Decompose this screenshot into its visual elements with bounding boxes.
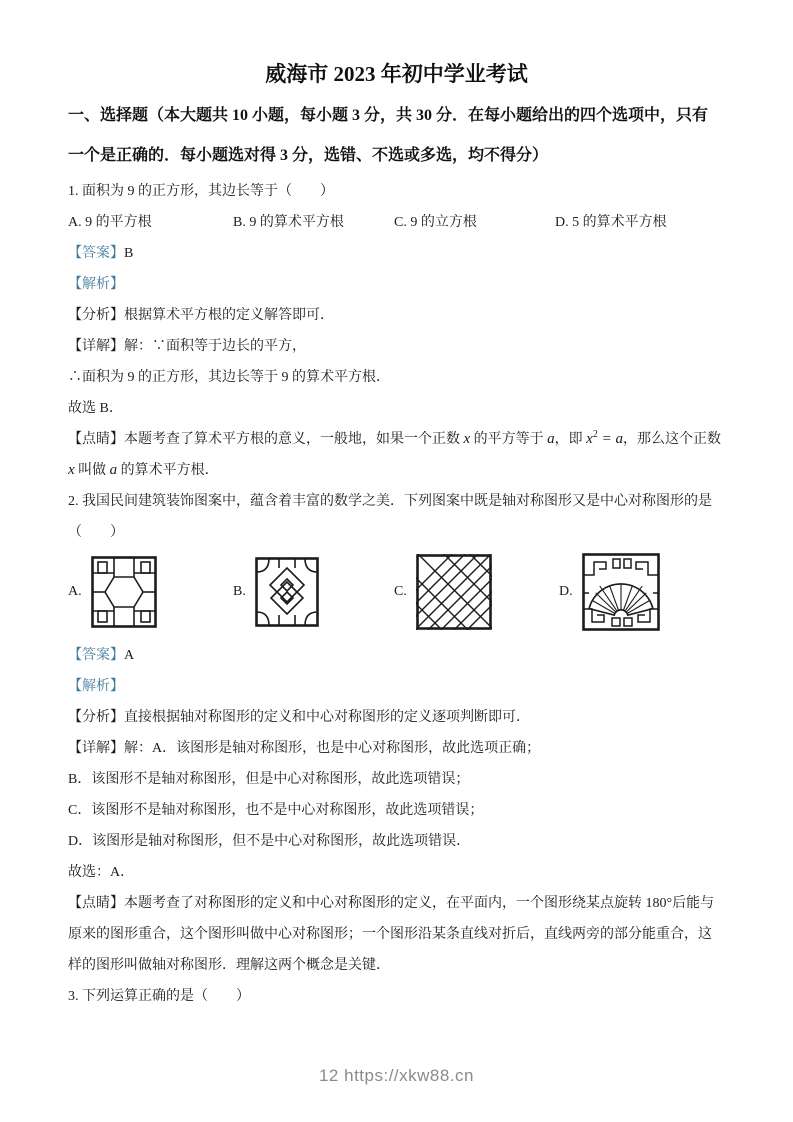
- jiexi-label: 【解析】: [68, 277, 124, 292]
- q2-option-b-label: B.: [233, 584, 246, 599]
- q2-remark-line-2: 原来的图形重合，这个图形叫做中心对称图形；一个图形沿某条直线对折后，直线两旁的部分能重合，这: [68, 927, 712, 942]
- q2-detail-line-b: B．该图形不是轴对称图形，但是中心对称图形，故此选项错误；: [68, 772, 470, 787]
- q2-option-d-group: [559, 553, 660, 631]
- q2-answer-value: A: [124, 648, 135, 663]
- q1-answer-value: B: [124, 246, 134, 261]
- q2-remark-line-3: 样的图形叫做轴对称图形．理解这两个概念是关键．: [68, 958, 390, 973]
- q2-analysis-line: 【分析】直接根据轴对称图形的定义和中心对称图形的定义逐项判断即可．: [68, 710, 530, 725]
- q2-options-figure-row: [68, 550, 725, 634]
- q1-stem: 1. 面积为 9 的正方形，其边长等于（ ）: [68, 184, 334, 199]
- math-var-a: a: [547, 431, 555, 447]
- page-footer: [0, 1066, 793, 1086]
- q1-conclusion-line: 故选 B．: [68, 401, 123, 416]
- q2-detail-line-a: 【详解】解：A．该图形是轴对称图形，也是中心对称图形，故此选项正确；: [68, 741, 541, 756]
- q1-jiexi-line: [68, 269, 725, 300]
- q1-option-c: C. 9 的立方根: [394, 215, 477, 230]
- q1-option-d: D. 5 的算术平方根: [555, 215, 667, 230]
- q2-answer-line: [68, 640, 725, 671]
- q2-option-a-group: [68, 556, 233, 628]
- q1-remark-line-2: [68, 455, 725, 486]
- q1-remark-text-3: ，即: [554, 432, 587, 447]
- q2-option-c-group: [394, 554, 559, 630]
- math-formula-equals: =: [597, 431, 616, 447]
- math-formula-a: a: [615, 431, 623, 447]
- jiexi-label: 【解析】: [68, 679, 124, 694]
- q2-option-b-group: [233, 557, 394, 627]
- q2-stem-line-1: 2. 我国民间建筑装饰图案中，蕴含着丰富的数学之美．下列图案中既是轴对称图形又是中心对称图形的是: [68, 494, 712, 509]
- q1-remark-text-4: ，那么这个正数: [622, 432, 721, 447]
- interlocking-diamond-pattern-image: [255, 557, 319, 627]
- basket-weave-pattern-image: [416, 554, 492, 630]
- q2-stem-line-2: （ ）: [68, 525, 124, 540]
- q1-remark-text-6: 的算术平方根．: [117, 463, 219, 478]
- q1-remark-text-5: 叫做: [74, 463, 110, 478]
- q1-detail-line-2: ∴面积为 9 的正方形，其边长等于 9 的算术平方根．: [68, 370, 390, 385]
- q1-answer-line: [68, 238, 725, 269]
- math-var-a2: a: [109, 462, 118, 478]
- q3-stem: 3. 下列运算正确的是（ ）: [68, 989, 250, 1004]
- q1-remark-text-1: 【点睛】本题考查了算术平方根的意义，一般地，如果一个正数: [68, 432, 464, 447]
- q2-option-a-label: A.: [68, 584, 82, 599]
- q1-option-b: B. 9 的算术平方根: [233, 215, 344, 230]
- q1-analysis-line: 【分析】根据算术平方根的定义解答即可．: [68, 308, 334, 323]
- section-header-line-1: 一、选择题（本大题共 10 小题，每小题 3 分，共 30 分．在每小题给出的四个选项中，只有: [68, 107, 709, 124]
- q1-options-row: [68, 207, 725, 238]
- q2-jiexi-line: [68, 671, 725, 702]
- q2-conclusion-line: 故选：A．: [68, 865, 135, 880]
- fan-lattice-pattern-image: [582, 553, 660, 631]
- q2-remark-line-1: 【点睛】本题考查了对称图形的定义和中心对称图形的定义，在平面内，一个图形绕某点旋转 180°后能与: [68, 896, 715, 911]
- q2-option-c-label: C.: [394, 584, 407, 599]
- math-formula-x: $x^2$: [586, 429, 598, 447]
- q1-remark-text-2: 的平方等于: [470, 432, 548, 447]
- math-var-x: x: [463, 431, 471, 447]
- footer-url: https://xkw88.cn: [344, 1066, 475, 1085]
- q1-remark-line-1: [68, 424, 725, 455]
- q2-detail-line-d: D．该图形是轴对称图形，但不是中心对称图形，故此选项错误．: [68, 834, 471, 849]
- hexagon-lattice-pattern-image: [91, 556, 157, 628]
- math-var-x2: x: [68, 462, 75, 478]
- exam-title: 威海市 2023 年初中学业考试: [265, 62, 528, 86]
- q2-detail-line-c: C．该图形不是轴对称图形，也不是中心对称图形，故此选项错误；: [68, 803, 484, 818]
- q2-option-d-label: D.: [559, 584, 573, 599]
- answer-label: 【答案】: [68, 648, 124, 663]
- page-number: 12: [318, 1066, 339, 1085]
- q1-option-a: A. 9 的平方根: [68, 215, 152, 230]
- q1-detail-line-1: 【详解】解：∵面积等于边长的平方，: [68, 339, 306, 354]
- section-header-line-2: 一个是正确的．每小题选对得 3 分，选错、不选或多选，均不得分）: [68, 147, 549, 164]
- answer-label: 【答案】: [68, 246, 124, 261]
